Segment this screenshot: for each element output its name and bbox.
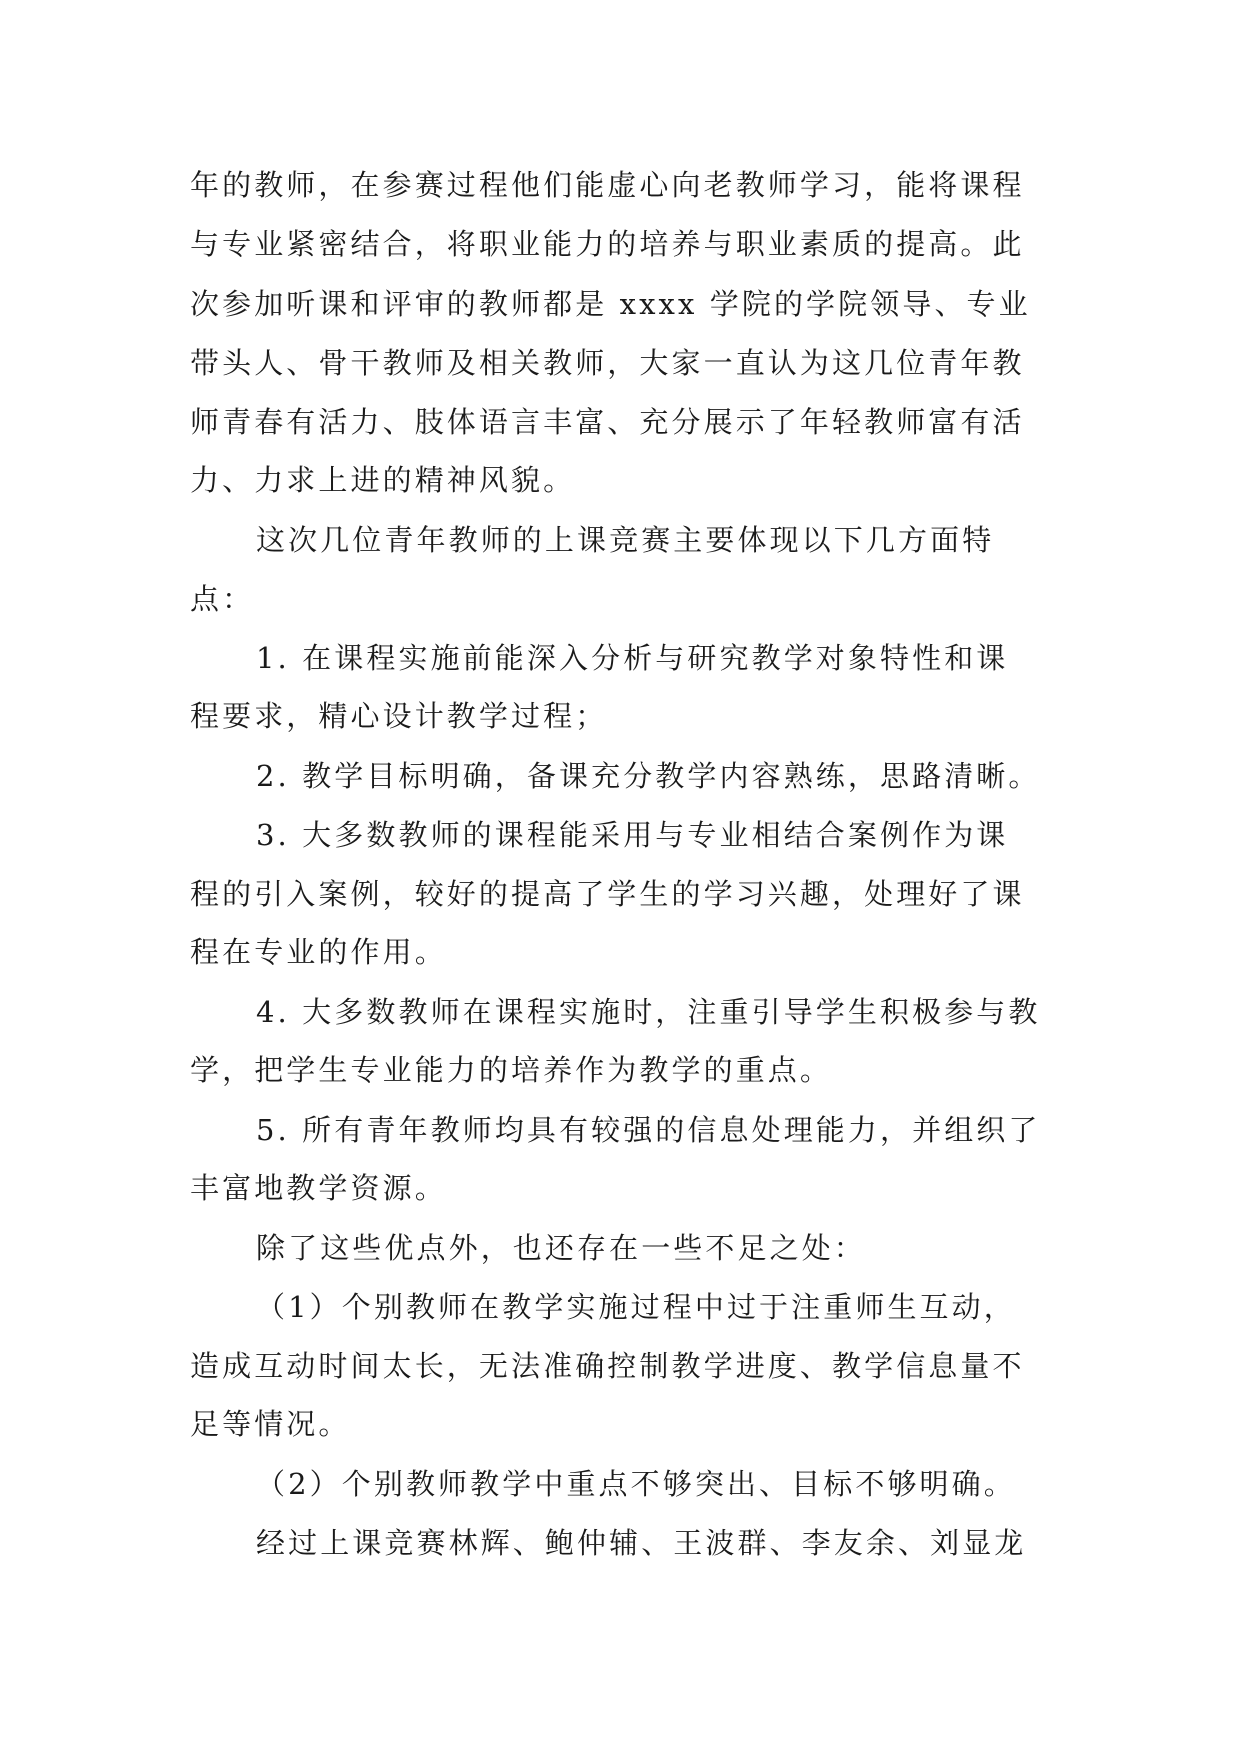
text-line: （1）个别教师在教学实施过程中过于注重师生互动， — [256, 1290, 1016, 1324]
text-line: 3. 大多数教师的课程能采用与专业相结合案例作为课 — [256, 818, 1009, 852]
text-line: 这次几位青年教师的上课竞赛主要体现以下几方面特 — [256, 523, 995, 557]
text-line: 力、力求上进的精神风貌。 — [190, 463, 576, 497]
text-line: 与专业紧密结合，将职业能力的培养与职业素质的提高。此 — [190, 227, 1025, 261]
text-line: 丰富地教学资源。 — [190, 1171, 447, 1205]
text-line: （2）个别教师教学中重点不够突出、目标不够明确。 — [256, 1467, 1016, 1501]
text-line: 带头人、骨干教师及相关教师，大家一直认为这几位青年教 — [190, 346, 1025, 380]
text-line: 点： — [190, 582, 255, 616]
text-line: 年的教师，在参赛过程他们能虚心向老教师学习，能将课程 — [190, 168, 1025, 202]
text-line: 造成互动时间太长，无法准确控制教学进度、教学信息量不 — [190, 1349, 1025, 1383]
text-line: 师青春有活力、肢体语言丰富、充分展示了年轻教师富有活 — [190, 405, 1025, 439]
text-line: 除了这些优点外，也还存在一些不足之处： — [256, 1231, 866, 1265]
text-line: 5. 所有青年教师均具有较强的信息处理能力，并组织了 — [256, 1113, 1041, 1147]
text-line: 1. 在课程实施前能深入分析与研究教学对象特性和课 — [256, 641, 1009, 675]
text-line: 程的引入案例，较好的提高了学生的学习兴趣，处理好了课 — [190, 877, 1025, 911]
text-line: 次参加听课和评审的教师都是 xxxx 学院的学院领导、专业 — [190, 287, 1031, 321]
text-line: 学，把学生专业能力的培养作为教学的重点。 — [190, 1053, 833, 1087]
text-line: 经过上课竞赛林辉、鲍仲辅、王波群、李友余、刘显龙 — [256, 1526, 1027, 1560]
text-line: 程要求，精心设计教学过程； — [190, 699, 608, 733]
text-line: 足等情况。 — [190, 1407, 351, 1441]
text-line: 程在专业的作用。 — [190, 935, 447, 969]
text-line: 4. 大多数教师在课程实施时，注重引导学生积极参与教 — [256, 995, 1041, 1029]
text-line: 2. 教学目标明确，备课充分教学内容熟练，思路清晰。 — [256, 759, 1041, 793]
